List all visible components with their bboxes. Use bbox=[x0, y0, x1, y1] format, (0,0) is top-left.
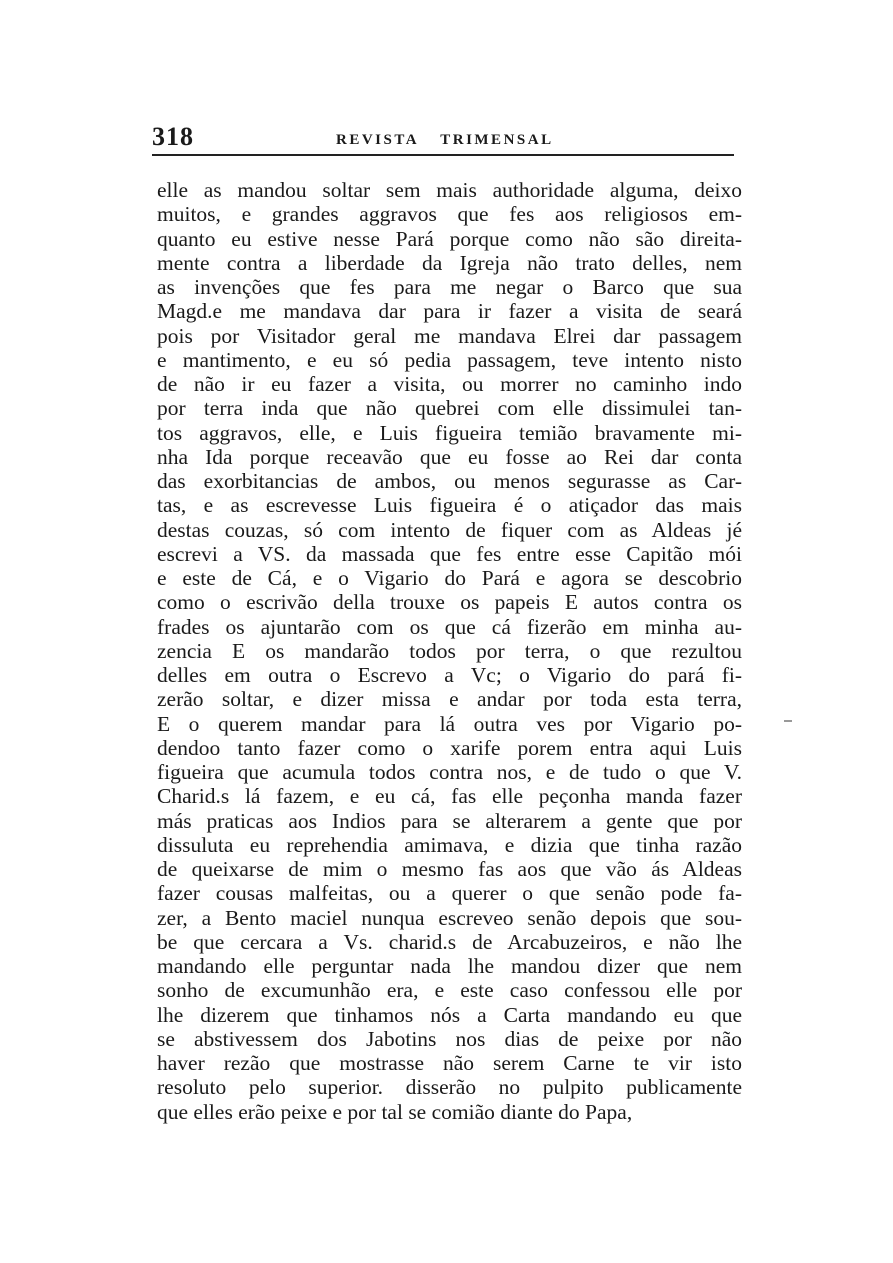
text-line: haver rezão que mostrasse não serem Carne te vir isto bbox=[157, 1051, 742, 1075]
text-line: que elles erão peixe e por tal se comião diante do Papa, bbox=[157, 1099, 633, 1124]
text-line: figueira que acumula todos contra nos, e de tudo o que V. bbox=[157, 760, 742, 784]
text-line: mandando elle perguntar nada lhe mandou dizer que nem bbox=[157, 954, 742, 978]
text-line: resoluto pelo superior. disserão no pulpito publicamente bbox=[157, 1075, 742, 1100]
text-line: das exorbitancias de ambos, ou menos segurasse as Car- bbox=[157, 469, 742, 493]
text-line: be que cercara a Vs. charid.s de Arcabuzeiros, e não lhe bbox=[157, 929, 742, 954]
page-header bbox=[152, 122, 734, 156]
text-line: e este de Cá, e o Vigario do Pará e agora se descobrio bbox=[157, 566, 742, 590]
text-line: Magd.e me mandava dar para ir fazer a visita de seará bbox=[157, 299, 742, 324]
text-line: dissuluta eu reprehendia amimava, e dizia que tinha razão bbox=[157, 832, 742, 857]
text-line: dendoo tanto fazer como o xarife porem entra aqui Luis bbox=[157, 735, 742, 760]
text-line: E o querem mandar para lá outra ves por Vigario po- bbox=[157, 711, 742, 736]
text-line: sonho de excumunhão era, e este caso confessou elle por bbox=[157, 978, 742, 1003]
text-line: muitos, e grandes aggravos que fes aos religiosos em- bbox=[157, 202, 742, 227]
text-line: tos aggravos, elle, e Luis figueira temião bravamente mi- bbox=[157, 420, 742, 445]
page-number: 318 bbox=[152, 122, 194, 151]
text-line: e mantimento, e eu só pedia passagem, teve intento nisto bbox=[157, 347, 742, 372]
text-line: mente contra a liberdade da Igreja não trato delles, nem bbox=[157, 250, 742, 275]
text-line: pois por Visitador geral me mandava Elrei dar passagem bbox=[157, 323, 742, 348]
text-line: por terra inda que não quebrei com elle dissimulei tan- bbox=[157, 396, 742, 421]
text-line: delles em outra o Escrevo a Vc; o Vigario do pará fi- bbox=[157, 663, 742, 687]
text-line: más praticas aos Indios para se alterarem a gente que por bbox=[157, 808, 742, 833]
text-line: de não ir eu fazer a visita, ou morrer no caminho indo bbox=[157, 372, 742, 396]
text-line: destas couzas, só com intento de fiquer com as Aldeas jé bbox=[157, 517, 742, 542]
text-line: zer, a Bento maciel nunqua escreveo senão depois que sou- bbox=[157, 905, 742, 930]
text-line: como o escrivão della trouxe os papeis E autos contra os bbox=[157, 590, 742, 615]
header-rule bbox=[152, 154, 734, 156]
text-line: se abstivessem dos Jabotins nos dias de peixe por não bbox=[157, 1026, 742, 1051]
margin-mark bbox=[784, 720, 792, 722]
text-line: zencia E os mandarão todos por terra, o que rezultou bbox=[157, 638, 742, 663]
text-line: Charid.s lá fazem, e eu cá, fas elle peçonha manda fazer bbox=[157, 784, 742, 809]
text-line: lhe dizerem que tinhamos nós a Carta mandando eu que bbox=[157, 1002, 742, 1027]
text-line: de queixarse de mim o mesmo fas aos que vão ás Aldeas bbox=[157, 857, 742, 881]
text-line: quanto eu estive nesse Pará porque como não são direita- bbox=[157, 226, 742, 251]
body-text bbox=[157, 178, 742, 1124]
text-line: tas, e as escrevesse Luis figueira é o atiçador das mais bbox=[157, 493, 742, 518]
text-line: frades os ajuntarão com os que cá fizerão em minha au- bbox=[157, 614, 742, 639]
text-line: nha Ida porque receavão que eu fosse ao Rei dar conta bbox=[157, 444, 742, 469]
text-line: elle as mandou soltar sem mais authoridade alguma, deixo bbox=[157, 178, 742, 202]
running-title: REVISTA TRIMENSAL bbox=[336, 132, 554, 148]
text-line: zerão soltar, e dizer missa e andar por toda esta terra, bbox=[157, 687, 742, 712]
text-line: fazer cousas malfeitas, ou a querer o que senão pode fa- bbox=[157, 881, 742, 906]
text-line: as invenções que fes para me negar o Barco que sua bbox=[157, 275, 742, 299]
text-line: escrevi a VS. da massada que fes entre esse Capitão mói bbox=[157, 541, 742, 566]
